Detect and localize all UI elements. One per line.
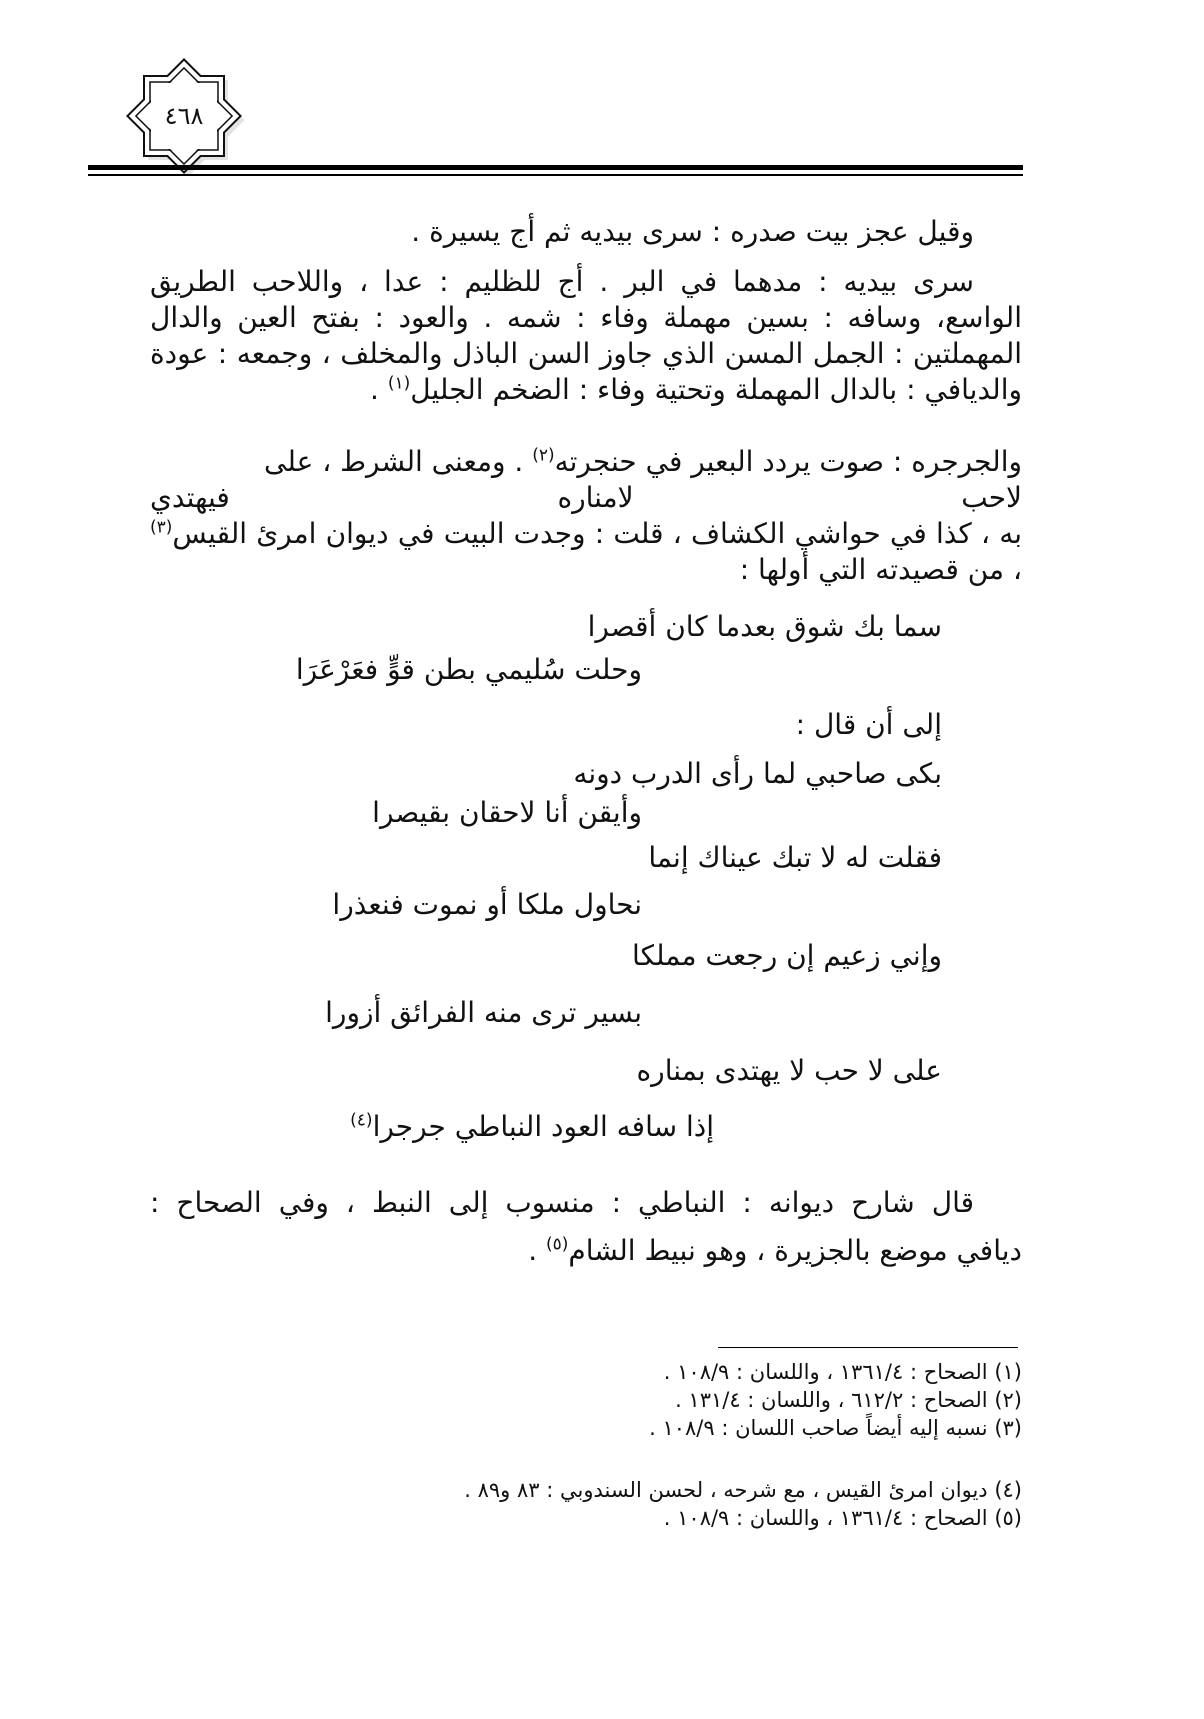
paragraph-4 (150, 516, 1022, 588)
footnote-5: (٥) الصحاح : ١٣٦١/٤ ، واللسان : ١٠٨/٩ . (663, 1506, 1022, 1530)
stretched-line (150, 480, 1022, 516)
footnote-ref-3: (٣) (150, 517, 173, 538)
paragraph-2 (150, 264, 1022, 408)
verse-1: سما بك شوق بعدما كان أقصرا (587, 610, 942, 643)
footnote-4: (٤) ديوان امرئ القيس ، مع شرحه ، لحسن السندوبي : ٨٣ و٨٩ . (464, 1478, 1022, 1502)
footnote-ref-4: (٤) (350, 1110, 373, 1131)
paragraph-3-end: . ومعنى الشرط ، على (264, 445, 533, 478)
footnote-2: (٢) الصحاح : ٦١٢/٢ ، واللسان : ١٣١/٤ . (675, 1388, 1022, 1412)
footnote-separator (718, 1347, 1018, 1348)
stretched-line-text: لاحب لامناره فيهتدي (150, 481, 1022, 514)
paragraph-4-end: ، من قصيدته التي أولها : (739, 553, 1022, 586)
closing-line-1-text: قال شارح ديوانه : النباطي : منسوب إلى النبط ، وفي الصحاح : (150, 1186, 974, 1219)
verse-4: بكى صاحبي لما رأى الدرب دونه (573, 757, 942, 790)
paragraph-2-end: . (370, 373, 388, 406)
verse-11-text: إذا سافه العود النباطي جرجرا (372, 1110, 714, 1143)
verse-2: وحلت سُليمي بطن قوٍّ فعَرْعَرَا (295, 653, 642, 686)
paragraph-2-text: سرى بيديه : مدهما في البر . أج للظليم : عدا ، واللاحب الطريق الواسع، وسافه : بسين مهملة وفاء : شمه . والعود : بفتح العين والدال المهملتين : الجمل المسن الذي جاوز السن الباذل والمخلف ، وجمعه : عودة والديافي : بالدال المهملة وتحتية وفاء : الضخم الجليل (150, 265, 1022, 406)
footnote-1: (١) الصحاح : ١٣٦١/٤ ، واللسان : ١٠٨/٩ . (663, 1360, 1022, 1384)
closing-line-2-end: . (528, 1234, 546, 1267)
verse-9: بسير ترى منه الفرائق أزورا (325, 996, 642, 1029)
paragraph-3-text: والجرجره : صوت يردد البعير في حنجرته (554, 445, 1022, 478)
header-rule-thin (88, 174, 1023, 176)
closing-line-1 (150, 1185, 1022, 1221)
paragraph-1-text: وقيل عجز بيت صدره : سرى بيديه ثم أج يسيرة . (411, 215, 974, 248)
footnote-3: (٣) نسبه إليه أيضاً صاحب اللسان : ١٠٨/٩ . (649, 1416, 1022, 1440)
verse-6: فقلت له لا تبك عيناك إنما (648, 841, 942, 874)
footnote-ref-1: (١) (387, 373, 411, 394)
paragraph-3 (150, 444, 1022, 480)
page-number: ٤٦٨ (164, 102, 204, 130)
verse-8: وإني زعيم إن رجعت مملكا (632, 939, 942, 972)
footnote-ref-5: (٥) (546, 1234, 569, 1255)
closing-line-2 (150, 1233, 1022, 1269)
closing-line-2-text: ديافي موضع بالجزيرة ، وهو نبيط الشام (568, 1234, 1022, 1267)
footnote-ref-2: (٢) (532, 445, 555, 466)
verse-10: على لا حب لا يهتدى بمناره (636, 1054, 942, 1087)
verse-7: نحاول ملكا أو نموت فنعذرا (332, 888, 642, 921)
verse-5: وأيقن أنا لاحقان بقيصرا (372, 796, 642, 829)
verse-11 (350, 1109, 714, 1145)
verse-3: إلى أن قال : (795, 708, 942, 741)
header-rule-thick (88, 165, 1023, 170)
paragraph-1 (150, 214, 1022, 250)
paragraph-4-text: به ، كذا في حواشي الكشاف ، قلت : وجدت البيت في ديوان امرئ القيس (172, 517, 1022, 550)
